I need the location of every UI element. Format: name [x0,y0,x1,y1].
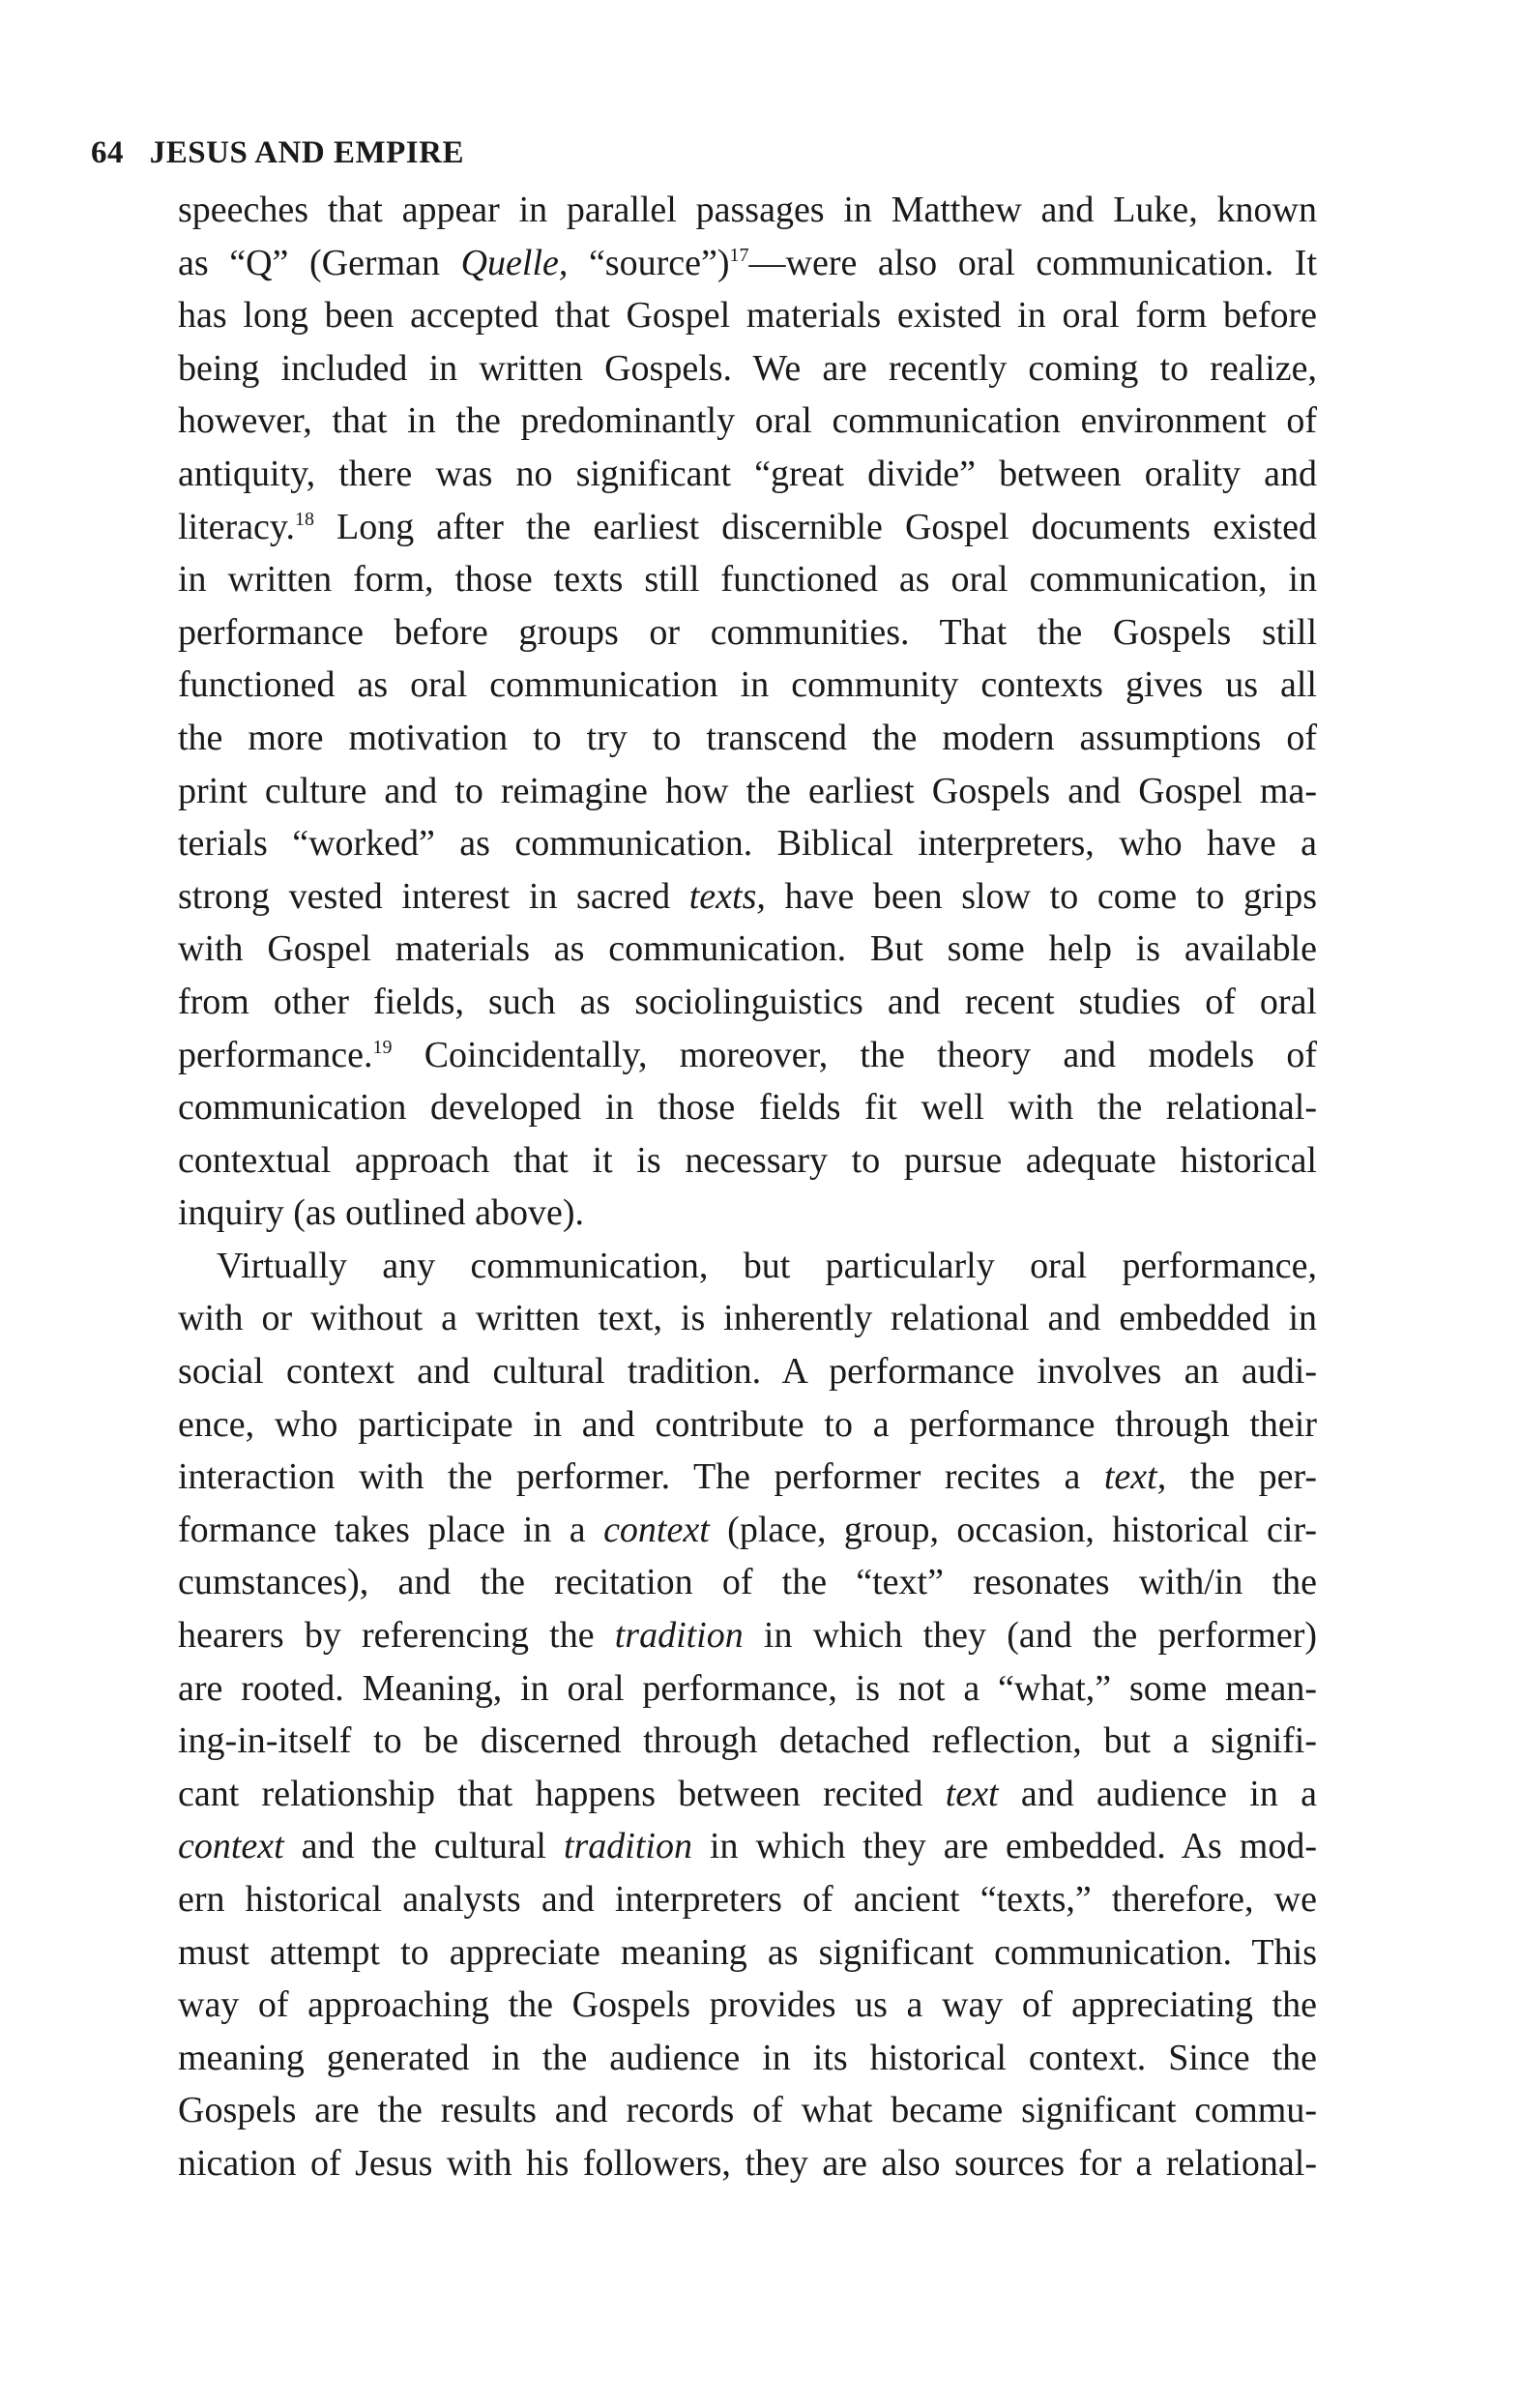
text-line [178,1662,1317,1716]
text-segment: —were also oral communication. It [748,242,1318,283]
text-segment: “source”) [568,242,730,283]
text-segment: and the cultural [283,1826,564,1867]
text-segment: the per- [1166,1456,1317,1498]
text-segment: from other fields, such as sociolinguistics and recent studies of oral [178,981,1317,1022]
italic-text: context [178,1826,284,1867]
text-segment: contextual approach that it is necessary to pursue adequate historical [178,1139,1317,1181]
text-segment: communication developed in those fields fit well with the relational- [178,1087,1317,1129]
text-line [178,553,1317,606]
text-line [178,1345,1317,1398]
text-segment: and audience in a [998,1773,1317,1814]
text-segment: with or without a written text, is inherently relational and embedded in [178,1298,1317,1339]
text-line [178,1979,1317,2032]
text-segment: antiquity, there was no significant “great divide” between orality and [178,453,1317,494]
footnote-ref: 17 [729,244,749,266]
text-segment: formance takes place in a [178,1509,604,1550]
text-segment: ern historical analysts and interpreters of ancient “texts,” therefore, we [178,1879,1317,1920]
page-number: 64 [91,135,124,170]
text-segment: Gospels are the results and records of what became significant commu- [178,2090,1317,2131]
text-segment: must attempt to appreciate meaning as significant communication. This [178,1931,1317,1973]
text-segment: Virtually any communication, but particularly oral performance, [217,1245,1317,1286]
text-line [178,1609,1317,1662]
text-line [178,184,1317,237]
text-line [178,606,1317,660]
text-line [178,712,1317,765]
text-line [178,448,1317,501]
body-text [178,184,1317,2190]
text-segment: cumstances), and the recitation of the “text” resonates with/in the [178,1562,1317,1603]
running-title: JESUS AND EMPIRE [149,135,464,170]
text-line [178,1187,1317,1240]
text-segment: strong vested interest in sacred [178,875,689,917]
text-segment: in written form, those texts still functioned as oral communication, in [178,559,1317,601]
text-line [178,1029,1317,1082]
text-segment: ence, who participate in and contribute to a performance through their [178,1403,1317,1445]
text-segment: social context and cultural tradition. A performance involves an audi- [178,1351,1317,1393]
text-segment: functioned as oral communication in community contexts gives us all [178,664,1317,706]
text-segment: as “Q” (German [178,242,461,283]
text-line [178,2032,1317,2085]
text-segment: ing-in-itself to be discerned through detached reflection, but a signifi- [178,1720,1317,1762]
text-line [178,1768,1317,1821]
text-line [178,289,1317,342]
text-line [178,1715,1317,1768]
text-segment: performance. [178,1034,373,1075]
text-segment: cant relationship that happens between recited [178,1773,946,1814]
text-segment: in which they (and the performer) [743,1615,1318,1657]
text-line [178,976,1317,1029]
text-line [178,1134,1317,1188]
italic-text: text [945,1773,999,1814]
italic-text: texts, [688,875,766,917]
italic-text: tradition [563,1826,692,1867]
text-segment: meaning generated in the audience in its historical context. Since the [178,2037,1317,2078]
text-segment: literacy. [178,506,295,547]
running-header [91,135,464,171]
text-segment: however, that in the predominantly oral communication environment of [178,400,1317,442]
text-segment: speeches that appear in parallel passages in Matthew and Luke, known [178,190,1317,230]
text-line [178,765,1317,818]
text-line [178,659,1317,712]
text-line [178,1240,1317,1293]
italic-text: context [603,1509,710,1550]
text-segment: the more motivation to try to transcend the modern assumptions of [178,717,1317,758]
text-line [178,1820,1317,1873]
text-segment: in which they are embedded. As mod- [691,1826,1317,1867]
text-line [178,1292,1317,1345]
text-line [178,2137,1317,2190]
text-segment: Long after the earliest discernible Gospel documents existed [313,506,1317,547]
text-segment: performance before groups or communities. That the Gospels still [178,611,1317,653]
text-line [178,923,1317,976]
text-line [178,817,1317,870]
text-segment: way of approaching the Gospels provides us a way of appreciating the [178,1984,1317,2026]
footnote-ref: 19 [372,1036,393,1058]
text-segment: nication of Jesus with his followers, they are also sources for a relational- [178,2142,1317,2184]
text-line [178,1398,1317,1452]
text-line [178,1556,1317,1609]
text-segment: terials “worked” as communication. Biblical interpreters, who have a [178,823,1317,865]
text-segment: print culture and to reimagine how the earliest Gospels and Gospel ma- [178,770,1317,811]
text-line [178,870,1317,924]
text-segment: are rooted. Meaning, in oral performance, is not a “what,” some mean- [178,1667,1317,1709]
text-segment: with Gospel materials as communication. But some help is available [178,928,1317,970]
text-line [178,2084,1317,2137]
text-line [178,1873,1317,1926]
text-segment: interaction with the performer. The performer recites a [178,1456,1104,1498]
text-line [178,501,1317,554]
text-segment: Coincidentally, moreover, the theory and models of [392,1034,1317,1075]
text-line [178,1926,1317,1980]
text-line [178,395,1317,448]
text-segment: being included in written Gospels. We are recently coming to realize, [178,347,1317,389]
italic-text: text, [1103,1456,1167,1498]
footnote-ref: 18 [294,508,314,530]
italic-text: Quelle, [460,242,569,283]
text-line [178,1081,1317,1134]
text-segment: have been slow to come to grips [765,875,1317,917]
italic-text: tradition [614,1615,744,1657]
text-line [178,1504,1317,1557]
text-line [178,342,1317,396]
text-line [178,237,1317,290]
text-segment: (place, group, occasion, historical cir- [709,1509,1317,1550]
text-segment: hearers by referencing the [178,1615,615,1657]
text-line [178,1451,1317,1504]
text-segment: has long been accepted that Gospel materials existed in oral form before [178,295,1317,337]
text-segment: inquiry (as outlined above). [178,1192,585,1234]
